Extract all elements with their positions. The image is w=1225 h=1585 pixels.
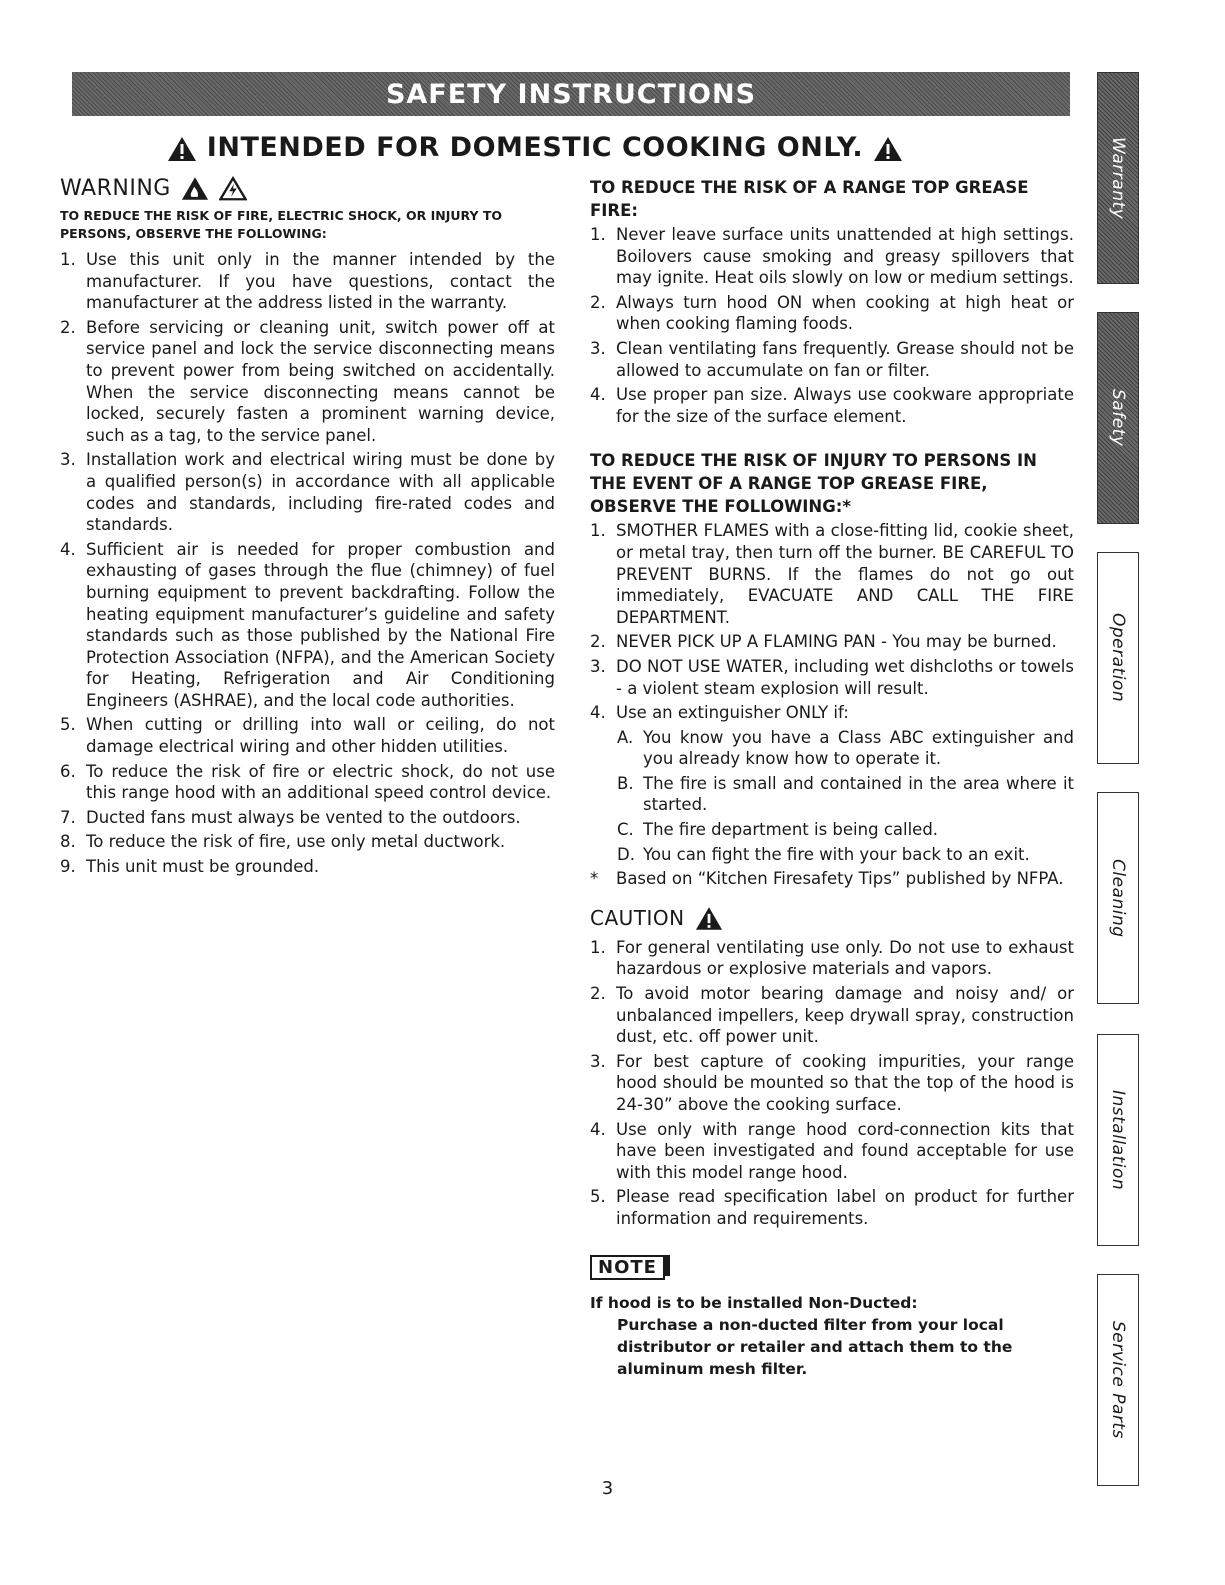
list-item-number: 6. (60, 761, 76, 781)
grease-fire-list (590, 224, 1074, 427)
grease-fire-heading: TO REDUCE THE RISK OF A RANGE TOP GREASE FIRE: (590, 178, 1029, 220)
warning-triangle-icon (873, 136, 903, 162)
warning-list (60, 249, 555, 878)
warning-heading (60, 176, 555, 201)
fire-warning-icon (181, 176, 209, 201)
list-item (590, 702, 1074, 724)
list-item-text: Before servicing or cleaning unit, switch power off at service panel and lock the service disconnecting means to prevent power from being switched on accidentally. When the service disconnecting means cannot be locked, securely fasten a prominent warning device, such as a tag, to the service panel. (86, 317, 555, 445)
injury-heading: TO REDUCE THE RISK OF INJURY TO PERSONS IN THE EVENT OF A RANGE TOP GREASE FIRE, OBSERVE THE FOLLOWING:* (590, 451, 1037, 517)
tab-label: Safety (1108, 389, 1128, 447)
list-item-number: 5. (590, 1187, 606, 1207)
caution-list (590, 937, 1074, 1230)
list-item-number: 3. (60, 450, 76, 470)
list-item-number: 9. (60, 857, 76, 877)
list-item (60, 539, 555, 712)
right-column (590, 176, 1074, 1380)
list-item-text: The fire is small and contained in the area where it started. (643, 773, 1074, 815)
list-item-number: 3. (590, 338, 606, 358)
note-text (590, 1292, 1074, 1380)
list-item (617, 727, 1074, 770)
list-item-number: 4. (590, 385, 606, 405)
list-item-text: To avoid motor bearing damage and noisy and/ or unbalanced impellers, keep drywall spray, construction dust, etc. off power unit. (616, 984, 1074, 1047)
list-item-text: Never leave surface units unattended at high settings. Boilovers cause smoking and greasy spillovers that may ignite. Heat oils slowly on low or medium settings. (616, 225, 1074, 288)
intended-use-heading (0, 132, 1070, 163)
list-item-number: 1. (590, 521, 606, 541)
list-item-number: A. (617, 727, 634, 747)
list-item (590, 983, 1074, 1048)
tab-label: Operation (1108, 613, 1128, 703)
list-item-number: 3. (590, 1051, 606, 1071)
list-item-number: 1. (60, 250, 76, 269)
list-item-text: When cutting or drilling into wall or ceiling, do not damage electrical wiring and other hidden utilities. (86, 715, 555, 757)
list-item-number: 2. (590, 984, 606, 1004)
list-item-number: 1. (590, 225, 606, 244)
tab-warranty[interactable] (1097, 72, 1139, 284)
list-item-number: 2. (590, 292, 606, 312)
list-item-text: For best capture of cooking impurities, your range hood should be mounted so that the top of the hood is 24-30” above the cooking surface. (616, 1051, 1074, 1114)
tab-service-parts[interactable] (1097, 1274, 1139, 1486)
list-item (590, 292, 1074, 335)
list-item (60, 856, 555, 878)
shock-warning-icon (219, 176, 247, 201)
left-column (60, 176, 555, 881)
footnote-text: Based on “Kitchen Firesafety Tips” published by NFPA. (616, 869, 1064, 889)
list-item-number: 7. (60, 807, 76, 827)
footnote (590, 868, 1074, 890)
injury-list (590, 520, 1074, 723)
note-line-1: If hood is to be installed Non-Ducted: (590, 1293, 918, 1312)
list-item (590, 631, 1074, 653)
footnote-mark: * (590, 869, 599, 889)
list-item-text: The fire department is being called. (643, 820, 939, 840)
list-item (60, 831, 555, 853)
list-item (60, 249, 555, 314)
warning-subheading: TO REDUCE THE RISK OF FIRE, ELECTRIC SHOCK, OR INJURY TO PERSONS, OBSERVE THE FOLLOWING: (60, 208, 503, 241)
list-item (590, 520, 1074, 628)
list-item (60, 449, 555, 535)
list-item-text: Use an extinguisher ONLY if: (616, 703, 849, 723)
list-item-number: 8. (60, 832, 76, 852)
list-item (60, 761, 555, 804)
list-item-number: 4. (60, 539, 76, 559)
list-item-text: Always turn hood ON when cooking at high heat or when cooking flaming foods. (616, 292, 1074, 334)
list-item-number: 2. (60, 317, 76, 337)
list-item (590, 1119, 1074, 1184)
list-item (60, 714, 555, 757)
list-item-number: C. (617, 820, 634, 840)
list-item-number: 1. (590, 937, 606, 957)
list-item-text: Please read specification label on product for further information and requirements. (616, 1187, 1074, 1228)
list-item-text: For general ventilating use only. Do not use to exhaust hazardous or explosive materials and vapors. (616, 937, 1074, 979)
tab-installation[interactable] (1097, 1034, 1139, 1246)
list-item (617, 819, 1074, 841)
list-item (617, 773, 1074, 816)
tab-cleaning[interactable] (1097, 792, 1139, 1004)
list-item-text: To reduce the risk of fire, use only metal ductwork. (86, 832, 506, 852)
list-item (590, 384, 1074, 427)
warning-triangle-icon (167, 136, 197, 162)
tab-safety[interactable] (1097, 312, 1139, 524)
caution-heading (590, 906, 1074, 931)
tab-operation[interactable] (1097, 552, 1139, 764)
list-item (590, 656, 1074, 699)
list-item (590, 224, 1074, 289)
list-item (590, 937, 1074, 980)
list-item-text: You know you have a Class ABC extinguisher and you already know how to operate it. (643, 727, 1074, 769)
list-item-text: Ducted fans must always be vented to the outdoors. (86, 807, 521, 827)
page-number: 3 (601, 1478, 614, 1499)
tab-label: Cleaning (1108, 858, 1128, 938)
tab-label: Service Parts (1108, 1321, 1128, 1439)
list-item-number: 5. (60, 715, 76, 735)
caution-heading-text: CAUTION (590, 906, 685, 931)
list-item-number: 4. (590, 703, 606, 723)
list-item-number: B. (617, 773, 634, 793)
list-item (590, 1051, 1074, 1116)
list-item (590, 338, 1074, 381)
list-item-text: Use this unit only in the manner intended by the manufacturer. If you have questions, contact the manufacturer at the address listed in the warranty. (86, 250, 555, 313)
list-item-text: DO NOT USE WATER, including wet dishcloths or towels - a violent steam explosion will result. (616, 656, 1074, 698)
list-item (590, 1186, 1074, 1229)
note-line-2: Purchase a non-ducted filter from your local distributor or retailer and attach them to the aluminum mesh filter. (617, 1315, 1013, 1378)
list-item-number: D. (617, 844, 635, 864)
list-item-number: 3. (590, 656, 606, 676)
tab-label: Installation (1108, 1089, 1128, 1191)
warning-heading-text: WARNING (60, 176, 171, 201)
list-item (60, 317, 555, 447)
extinguisher-list (617, 727, 1074, 866)
list-item-text: NEVER PICK UP A FLAMING PAN - You may be burned. (616, 632, 1057, 652)
list-item-text: To reduce the risk of fire or electric shock, do not use this range hood with an additional speed control device. (86, 761, 555, 803)
list-item-number: 2. (590, 632, 606, 652)
list-item-text: Use proper pan size. Always use cookware appropriate for the size of the surface element. (616, 385, 1074, 426)
list-item-number: 4. (590, 1119, 606, 1139)
list-item (60, 807, 555, 829)
list-item-text: Use only with range hood cord-connection kits that have been investigated and found acceptable for use with this model range hood. (616, 1119, 1074, 1182)
intended-use-text: INTENDED FOR DOMESTIC COOKING ONLY. (206, 132, 864, 163)
note-label: NOTE (590, 1255, 665, 1280)
list-item-text: Clean ventilating fans frequently. Grease should not be allowed to accumulate on fan or filter. (616, 338, 1074, 380)
warning-triangle-icon (695, 906, 723, 931)
banner-title: SAFETY INSTRUCTIONS (385, 78, 757, 110)
list-item-text: This unit must be grounded. (86, 857, 320, 877)
tab-label: Warranty (1108, 136, 1128, 220)
section-banner (72, 72, 1070, 116)
list-item-text: SMOTHER FLAMES with a close-fitting lid, cookie sheet, or metal tray, then turn off the burner. BE CAREFUL TO PREVENT BURNS. If the flames do not go out immediately, EVACUATE AND CALL THE FIRE DEPARTMENT. (616, 521, 1074, 627)
list-item-text: Installation work and electrical wiring must be done by a qualified person(s) in accordance with all applicable codes and standards, including fire-rated codes and standards. (86, 450, 555, 535)
list-item-text: You can fight the fire with your back to an exit. (643, 844, 1030, 864)
list-item-text: Sufficient air is needed for proper combustion and exhausting of gases through the flue (chimney) of fuel burning equipment to prevent backdrafting. Follow the heating equipment manufacturer’s guideline and safety standards such as those published by the National Fire Protection Association (NFPA), and the American Society for Heating, Refrigeration and Air Conditioning Engineers (ASHRAE), and the local code authorities. (86, 539, 555, 710)
list-item (617, 844, 1074, 866)
